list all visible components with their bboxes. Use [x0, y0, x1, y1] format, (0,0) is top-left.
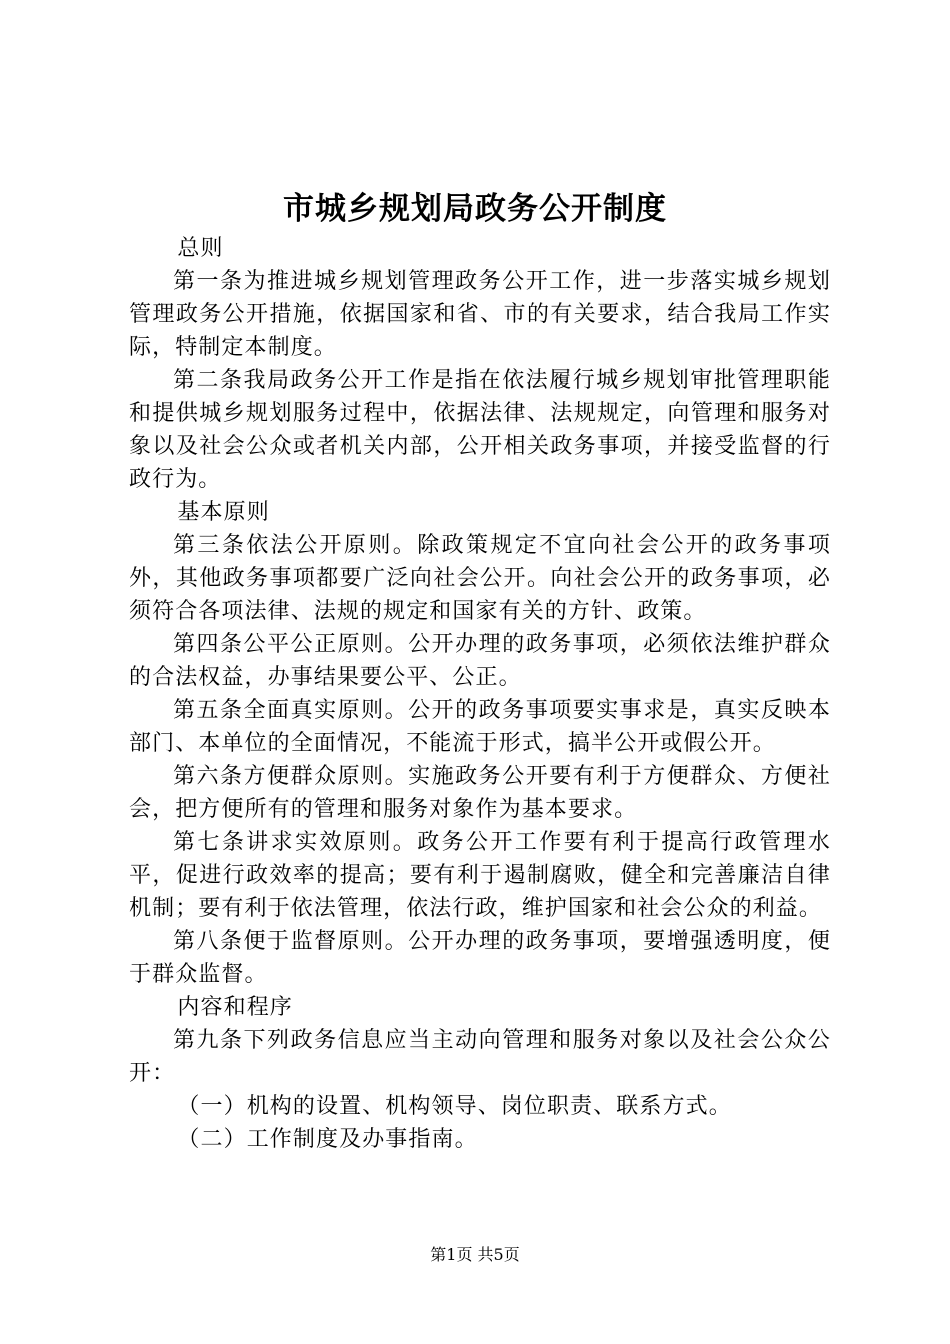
page-number-footer: 第1页 共5页 [430, 1245, 520, 1264]
article-paragraph: 第一条为推进城乡规划管理政务公开工作，进一步落实城乡规划管理政务公开措施，依据国家和省、市的有关要求，结合我局工作实际，特制定本制度。 [129, 269, 831, 360]
list-item: （一）机构的设置、机构领导、岗位职责、联系方式。 [177, 1094, 732, 1119]
document-body [129, 232, 831, 1156]
article-paragraph: 第七条讲求实效原则。政务公开工作要有利于提高行政管理水平，促进行政效率的提高；要有利于遏制腐败，健全和完善廉洁自律机制；要有利于依法管理，依法行政，维护国家和社会公众的利益。 [129, 830, 831, 921]
article-paragraph: 第九条下列政务信息应当主动向管理和服务对象以及社会公众公开： [129, 1028, 831, 1086]
section-heading: 内容和程序 [177, 995, 293, 1020]
section-heading: 总则 [177, 236, 224, 261]
article-paragraph: 第五条全面真实原则。公开的政务事项要实事求是，真实反映本部门、本单位的全面情况，不能流于形式，搞半公开或假公开。 [129, 698, 831, 756]
document-title: 市城乡规划局政务公开制度 [283, 191, 667, 227]
article-paragraph: 第二条我局政务公开工作是指在依法履行城乡规划审批管理职能和提供城乡规划服务过程中，依据法律、法规规定，向管理和服务对象以及社会公众或者机关内部，公开相关政务事项，并接受监督的行政行为。 [129, 368, 831, 492]
article-paragraph: 第六条方便群众原则。实施政务公开要有利于方便群众、方便社会，把方便所有的管理和服务对象作为基本要求。 [129, 764, 831, 822]
section-heading: 基本原则 [177, 500, 270, 525]
list-item: （二）工作制度及办事指南。 [177, 1127, 478, 1152]
article-paragraph: 第三条依法公开原则。除政策规定不宜向社会公开的政务事项外，其他政务事项都要广泛向社会公开。向社会公开的政务事项，必须符合各项法律、法规的规定和国家有关的方针、政策。 [129, 533, 831, 624]
article-paragraph: 第四条公平公正原则。公开办理的政务事项，必须依法维护群众的合法权益，办事结果要公平、公正。 [129, 632, 831, 690]
article-paragraph: 第八条便于监督原则。公开办理的政务事项，要增强透明度，便于群众监督。 [129, 929, 831, 987]
